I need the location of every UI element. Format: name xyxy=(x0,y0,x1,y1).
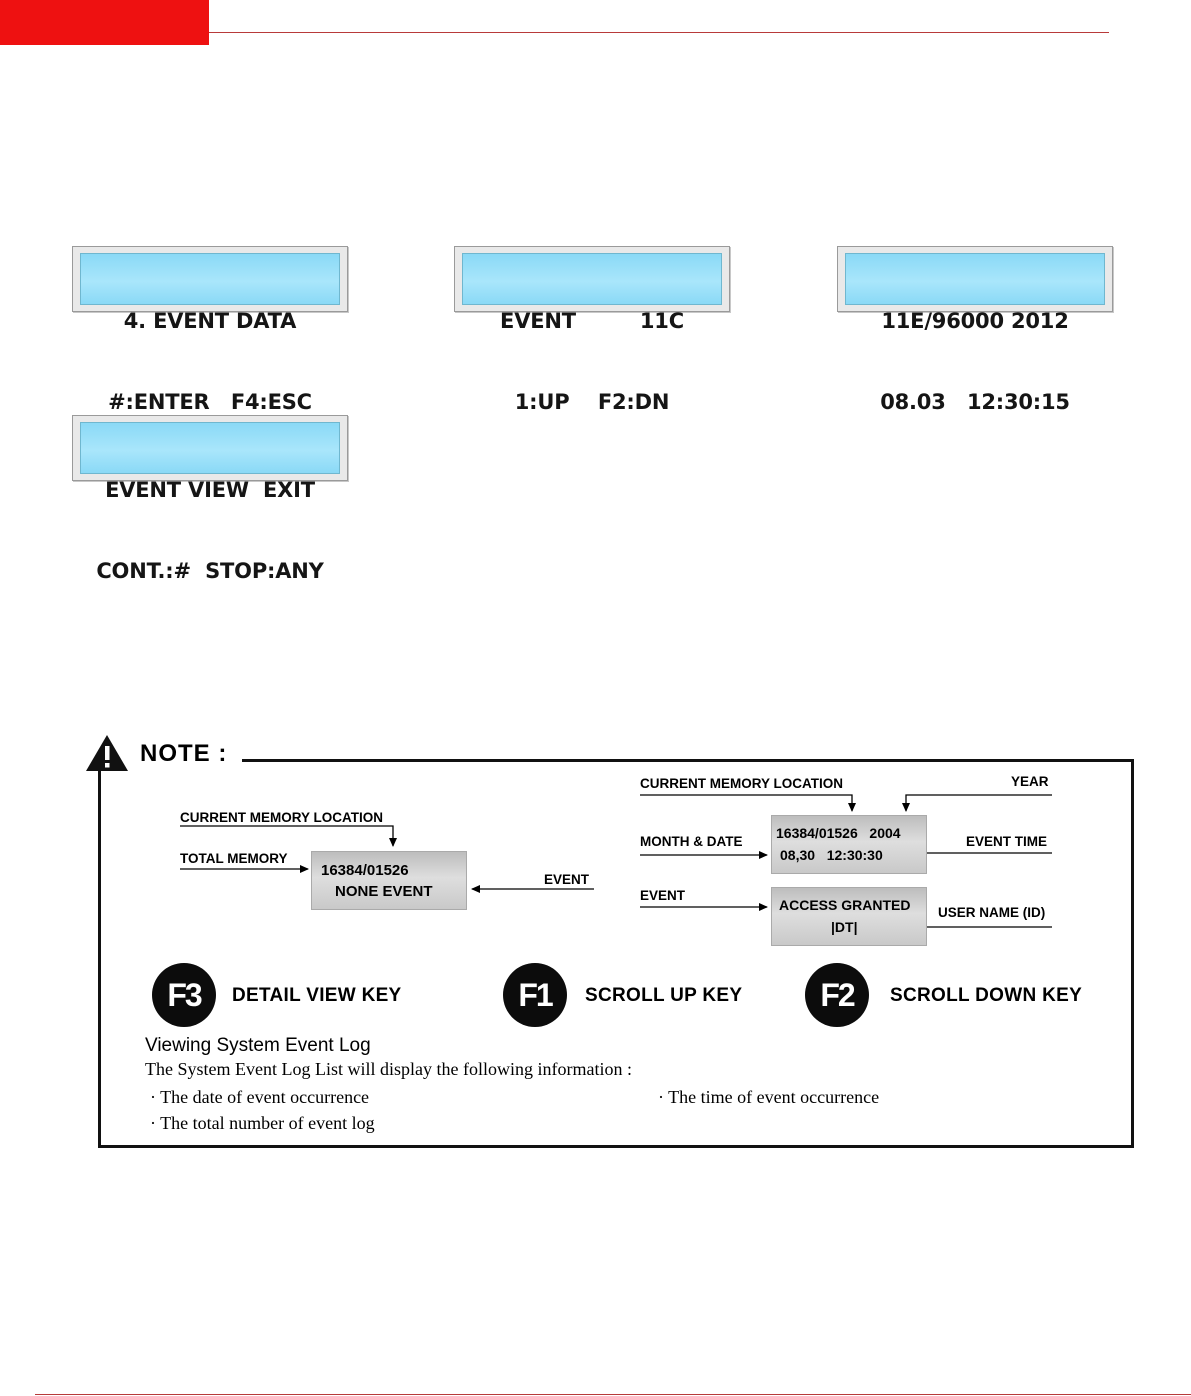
display-line-1: 16384/01526 2004 xyxy=(776,825,901,841)
display-event-detail xyxy=(771,815,927,874)
lcd-line-1: 11E/96000 2012 xyxy=(881,309,1069,333)
display-line-1: ACCESS GRANTED xyxy=(779,897,911,913)
label-event: EVENT xyxy=(544,872,590,887)
f1-key-icon: F1 xyxy=(503,963,567,1027)
note-intro: The System Event Log List will display the following information : xyxy=(145,1059,632,1079)
lcd-line-2: CONT.:# STOP:ANY xyxy=(96,559,324,583)
label-event-right: EVENT xyxy=(640,888,686,903)
lcd-line-2: 1:UP F2:DN xyxy=(514,390,670,414)
display-line-2: |DT| xyxy=(831,919,858,935)
f3-key-icon: F3 xyxy=(152,963,216,1027)
note-title: NOTE : xyxy=(140,740,228,767)
key-label-detail-view: DETAIL VIEW KEY xyxy=(232,985,402,1006)
f2-key-icon: F2 xyxy=(805,963,869,1027)
label-month-date: MONTH & DATE xyxy=(640,834,743,849)
label-total-memory: TOTAL MEMORY xyxy=(180,851,288,866)
key-label-scroll-up: SCROLL UP KEY xyxy=(585,985,743,1006)
lcd-line-1: 4. EVENT DATA xyxy=(123,309,297,333)
display-none-event xyxy=(311,851,467,910)
label-current-memory-location: CURRENT MEMORY LOCATION xyxy=(180,810,383,825)
note-heading: Viewing System Event Log xyxy=(145,1035,371,1056)
display-access-granted xyxy=(771,887,927,946)
bullet-total: · The total number of event log xyxy=(150,1113,375,1133)
lcd-line-2: 08.03 12:30:15 xyxy=(880,390,1070,414)
display-line-1: 16384/01526 xyxy=(321,862,409,879)
bullet-time: · The time of event occurrence xyxy=(658,1087,880,1107)
lcd-line-2: #:ENTER F4:ESC xyxy=(108,390,312,414)
display-line-2: 08,30 12:30:30 xyxy=(780,847,883,863)
bullet-date: · The date of event occurrence xyxy=(150,1087,370,1107)
display-line-2: NONE EVENT xyxy=(335,883,433,900)
label-year: YEAR xyxy=(1011,774,1049,789)
label-user-name: USER NAME (ID) xyxy=(938,905,1046,920)
label-current-memory-location-right: CURRENT MEMORY LOCATION xyxy=(640,776,843,791)
key-label-scroll-down: SCROLL DOWN KEY xyxy=(890,985,1083,1006)
lcd-line-1: EVENT 11C xyxy=(500,309,684,333)
lcd-line-1: EVENT VIEW EXIT xyxy=(105,478,315,502)
label-event-time: EVENT TIME xyxy=(966,834,1048,849)
